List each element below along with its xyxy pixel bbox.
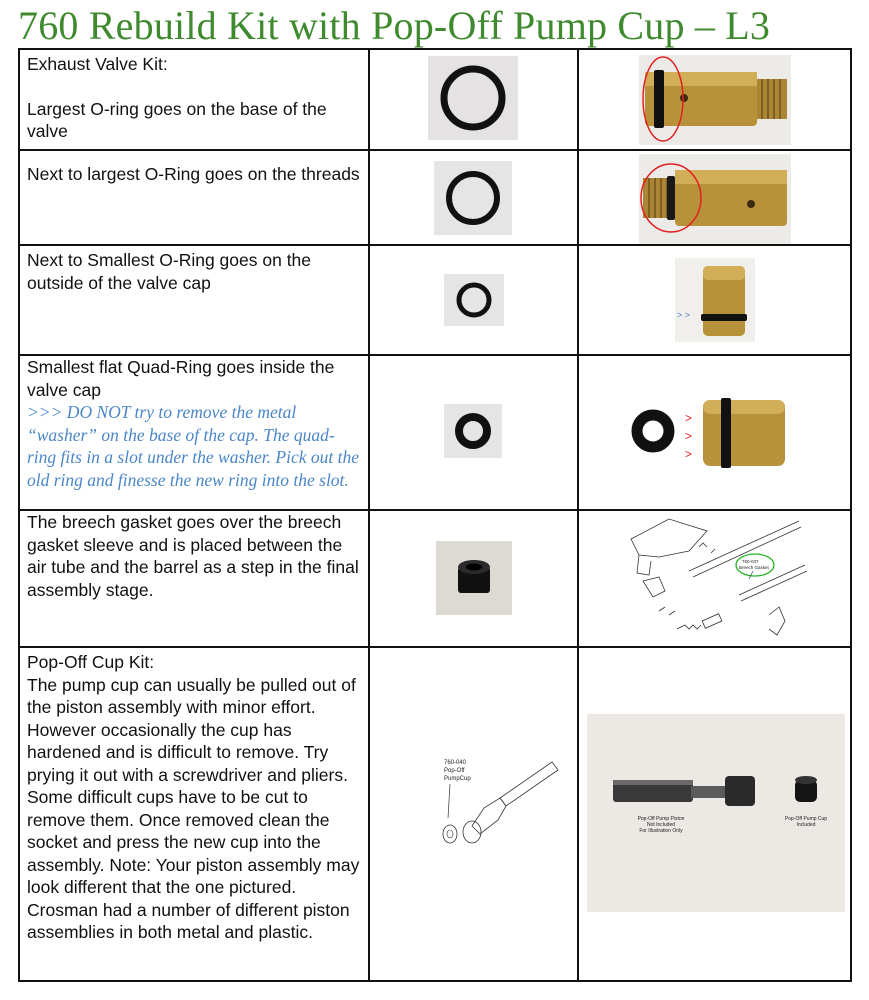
- instruction-text: The breech gasket goes over the breech gasket sleeve and is placed between the air tube and the barrel as a step in the final assembly stage.: [27, 512, 359, 600]
- diagram-label-line-2: Pop-Off: [444, 768, 465, 774]
- instruction-cell: [19, 647, 369, 981]
- pointer-arrows: > >: [677, 310, 691, 320]
- installation-photo-cell: [578, 49, 851, 150]
- pump-cup-diagram: [432, 754, 568, 864]
- instruction-cell: [19, 245, 369, 355]
- instruction-text: Smallest flat Quad-Ring goes inside the valve cap: [27, 357, 335, 400]
- installation-photo-cell: [578, 510, 851, 647]
- section-heading-pop-off-cup-kit: Pop-Off Cup Kit:: [27, 652, 155, 672]
- part-photo-cell: [578, 647, 851, 981]
- instruction-text: Next to largest O-Ring goes on the threads: [27, 164, 360, 184]
- cup-label-line-2: Included: [796, 822, 816, 828]
- table-row: [19, 49, 851, 150]
- arrow-2: >: [685, 429, 693, 443]
- part-diagram-cell: [369, 647, 578, 981]
- o-ring-photo: [434, 161, 512, 235]
- part-photo-cell: [369, 49, 578, 150]
- cup-label-line-1: Pop-Off Pump Cup: [784, 816, 828, 822]
- table-row: [19, 150, 851, 245]
- breech-gasket-photo: [436, 541, 512, 615]
- piston-label-line-3: For Illustration Only: [639, 828, 683, 834]
- part-photo-cell: [369, 510, 578, 647]
- warning-note: >>> DO NOT try to remove the metal “washer” on the base of the cap. The quad-ring fits in a slot under the washer. Pick out the old ring and finesse the new ring into the slot.: [27, 402, 359, 490]
- table-row: [19, 245, 851, 355]
- table-row: [19, 510, 851, 647]
- instruction-text: The pump cup can usually be pulled out of the piston assembly with minor effort. However occasionally the cup has hardened and is difficult to remove. Try prying it out with a screwdriver and pliers. Some difficult cups have to be cut to remove them. Once removed clean the socket and press the new cup into the assembly. Note: Your piston assembly may look different that the one pictured. Crosman had a number of different piston assemblies in both metal and plastic.: [27, 674, 360, 942]
- arrow-1: >: [685, 411, 693, 425]
- valve-base-o-ring-photo: [639, 55, 791, 145]
- instruction-cell: [19, 150, 369, 245]
- table-row: [19, 355, 851, 510]
- installation-photo-cell: [578, 355, 851, 510]
- instruction-cell: [19, 510, 369, 647]
- instruction-text: Largest O-ring goes on the base of the valve: [27, 98, 327, 141]
- diagram-label-part-name: Breech Gasket: [739, 565, 769, 570]
- part-photo-cell: [369, 245, 578, 355]
- diagram-label-line-3: PumpCup: [444, 776, 471, 782]
- breech-gasket-diagram: [629, 511, 809, 645]
- table-row: [19, 647, 851, 981]
- instruction-cell: [19, 355, 369, 510]
- valve-threads-o-ring-photo: [639, 154, 791, 244]
- part-photo-cell: [369, 150, 578, 245]
- quad-ring-and-cap-photo: [629, 396, 789, 468]
- arrow-3: >: [685, 447, 693, 461]
- small-o-ring-photo: [444, 274, 504, 326]
- instruction-text: Next to Smallest O-Ring goes on the outside of the valve cap: [27, 250, 312, 293]
- valve-cap-o-ring-photo: [675, 258, 755, 342]
- diagram-label-part-number: 760-037: [742, 559, 759, 564]
- part-photo-cell: [369, 355, 578, 510]
- section-heading-exhaust-valve-kit: Exhaust Valve Kit:: [27, 54, 168, 74]
- instruction-cell: [19, 49, 369, 150]
- page-title: 760 Rebuild Kit with Pop-Off Pump Cup – L3: [18, 3, 771, 48]
- large-o-ring-photo: [428, 56, 518, 140]
- installation-photo-cell: [578, 245, 851, 355]
- diagram-label-part-number: 760-040: [444, 760, 467, 766]
- piston-label-line-2: Not Included: [646, 822, 676, 828]
- piston-label-line-1: Pop-Off Pump Piston: [637, 816, 685, 822]
- quad-ring-photo: [444, 404, 502, 458]
- installation-photo-cell: [578, 150, 851, 245]
- rebuild-kit-table: [18, 48, 852, 982]
- pump-piston-photo: [587, 714, 845, 912]
